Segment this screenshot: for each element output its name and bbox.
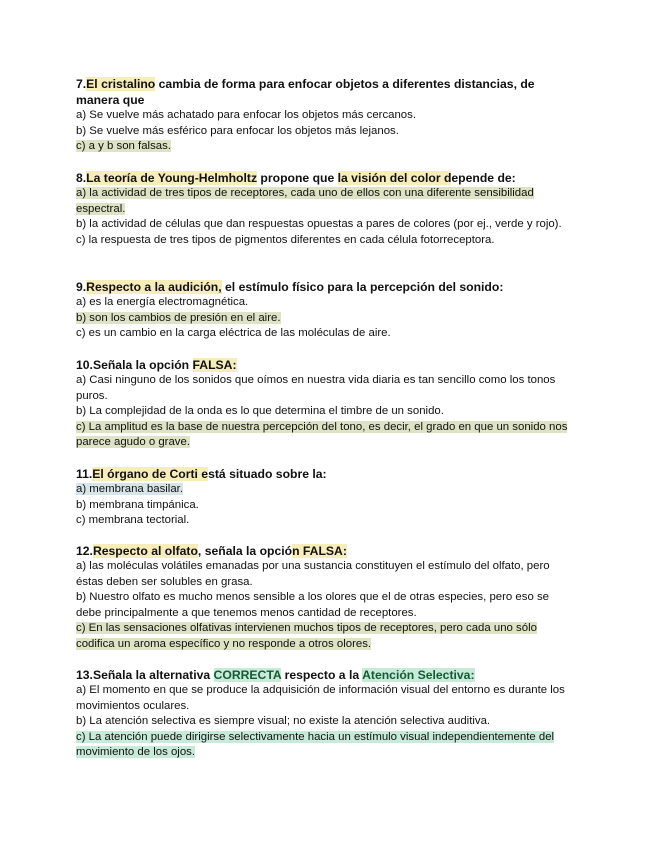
option-text: b) La atención selectiva es siempre visual; no existe la atención selectiva auditiva. — [76, 715, 491, 728]
option-text: b) Se vuelve más esférico para enfocar los objetos más lejanos. — [76, 124, 399, 137]
question-title — [76, 543, 576, 559]
title-segment: el estímulo físico para la percepción del sonido: — [221, 280, 504, 294]
option-c — [76, 326, 576, 342]
title-segment: cambia de forma para enfocar objetos a diferentes distancias, de manera que — [76, 77, 535, 107]
question-title — [76, 667, 576, 683]
highlighted-term: El cristalino — [86, 77, 156, 91]
option-b-answer — [76, 311, 576, 327]
question-12 — [76, 543, 576, 653]
option-a-answer — [76, 482, 576, 498]
option-c-answer — [76, 420, 576, 451]
question-7 — [76, 76, 576, 155]
option-b — [76, 714, 576, 730]
title-segment: , señala la opció — [197, 544, 293, 558]
title-segment: 13.Señala la alternativa — [76, 668, 214, 682]
option-c — [76, 513, 576, 529]
option-a — [76, 559, 576, 590]
question-title — [76, 466, 576, 482]
option-b — [76, 590, 576, 621]
highlighted-term: Atención Selectiva: — [362, 668, 475, 682]
title-segment: respecto a la — [281, 668, 363, 682]
title-segment: 10.Señala la opción — [76, 358, 193, 372]
option-a — [76, 295, 576, 311]
option-text: c) la respuesta de tres tipos de pigmentos diferentes en cada célula fotorreceptora. — [76, 233, 495, 246]
question-8 — [76, 170, 576, 248]
title-segment: 12. — [76, 544, 93, 558]
question-title — [76, 170, 576, 186]
question-title — [76, 279, 576, 295]
option-text: a) Se vuelve más achatado para enfocar los objetos más cercanos. — [76, 109, 417, 121]
question-13 — [76, 667, 576, 761]
option-c-answer — [76, 139, 576, 155]
option-text: c) La amplitud es la base de nuestra percepción del tono, es decir, el grado en que un sonido nos parece agudo o grave. — [76, 420, 568, 449]
option-text: a) membrana basilar. — [76, 483, 183, 495]
title-segment: epende de: — [451, 171, 516, 185]
option-text: a) las moléculas volátiles emanadas por una sustancia constituyen el estímulo del olfato, pero éstas deben ser solubles en grasa. — [76, 560, 550, 588]
title-segment: stá situado sobre la: — [208, 467, 327, 481]
highlighted-term: Respecto al olfato — [92, 544, 198, 558]
title-segment: 11. — [76, 467, 93, 481]
highlighted-term: la visión del color d — [337, 171, 452, 185]
option-text: b) membrana timpánica. — [76, 498, 199, 511]
option-text: c) La atención puede dirigirse selectivamente hacia un estímulo visual independientemente del movimiento de los ojos. — [76, 730, 555, 759]
option-b — [76, 217, 576, 233]
option-c-answer — [76, 730, 576, 761]
highlighted-term: FALSA: — [192, 358, 237, 372]
option-text: b) Nuestro olfato es mucho menos sensible a los olores que el de otras especies, pero eso se debe principalmente a que tenemos menos cantidad de receptores. — [76, 591, 549, 619]
option-text: c) En las sensaciones olfativas intervienen muchos tipos de receptores, pero cada uno sólo codifica un aroma específico y no responde a otros olores. — [76, 622, 537, 650]
title-segment: 7. — [76, 77, 87, 91]
option-b — [76, 404, 576, 420]
option-a — [76, 373, 576, 404]
option-text: b) son los cambios de presión en el aire. — [76, 311, 281, 324]
option-c — [76, 233, 576, 249]
option-c-answer — [76, 621, 576, 652]
question-11 — [76, 466, 576, 529]
option-text: b) la actividad de células que dan respuestas opuestas a pares de colores (por ej., verde y rojo). — [76, 218, 562, 231]
highlighted-term: El órgano de Corti e — [92, 467, 209, 481]
title-segment: 8. — [76, 171, 87, 185]
highlighted-term: Respecto a la audición, — [86, 280, 222, 294]
question-9 — [76, 279, 576, 342]
option-text: a) es la energía electromagnética. — [76, 296, 249, 308]
highlighted-term: La teoría de Young-Helmholtz — [86, 171, 258, 185]
option-a — [76, 108, 576, 124]
option-text: a) El momento en que se produce la adquisición de información visual del entorno es durante los movimientos oculares. — [76, 684, 565, 712]
option-a-answer — [76, 186, 576, 217]
question-title — [76, 76, 576, 108]
option-text: a) Casi ninguno de los sonidos que oímos en nuestra vida diaria es tan sencillo como los tonos puros. — [76, 374, 556, 402]
title-segment: propone que — [257, 171, 338, 185]
highlighted-term: n FALSA: — [292, 544, 347, 558]
option-text: c) membrana tectorial. — [76, 514, 190, 527]
question-10 — [76, 357, 576, 451]
title-segment: 9. — [76, 280, 87, 294]
option-b — [76, 498, 576, 514]
option-text: b) La complejidad de la onda es lo que determina el timbre de un sonido. — [76, 405, 444, 418]
question-title — [76, 357, 576, 373]
option-b — [76, 124, 576, 140]
option-a — [76, 683, 576, 714]
option-text: c) a y b son falsas. — [76, 140, 171, 153]
option-text: c) es un cambio en la carga eléctrica de las moléculas de aire. — [76, 327, 391, 340]
option-text: a) la actividad de tres tipos de receptores, cada uno de ellos con una diferente sensibilidad espectral. — [76, 187, 534, 215]
highlighted-term: CORRECTA — [213, 668, 282, 682]
